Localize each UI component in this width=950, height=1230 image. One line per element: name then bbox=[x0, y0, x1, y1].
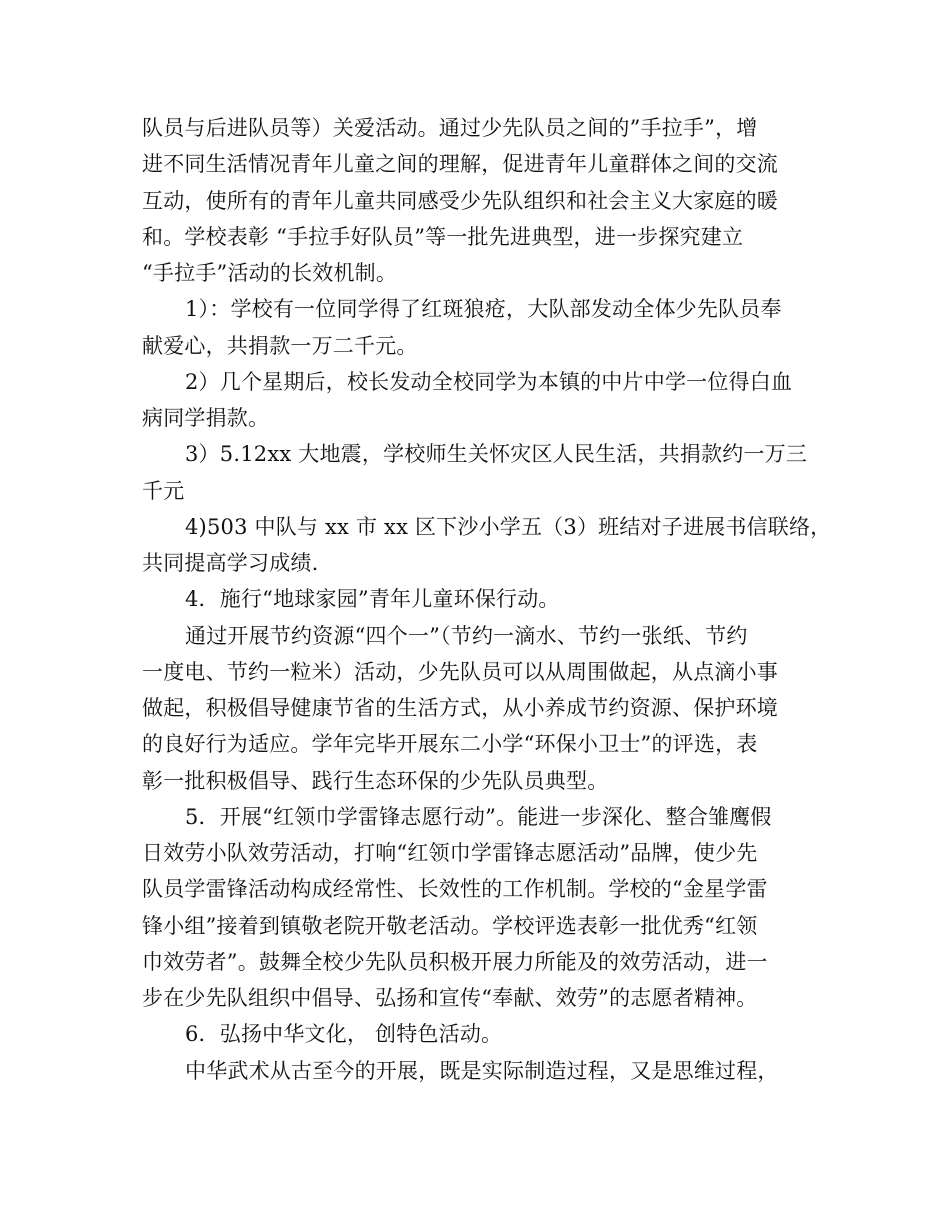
text-line: 进不同生活情况青年儿童之间的理解，促进青年儿童群体之间的交流 bbox=[142, 152, 778, 176]
text-line: 巾效劳者”。鼓舞全校少先队员积极开展力所能及的效劳活动，进一 bbox=[142, 950, 768, 974]
text-line: 共同提高学习成绩. bbox=[142, 551, 319, 575]
text-line: 病同学捐款。 bbox=[142, 406, 270, 430]
text-line: 一度电、节约一粒米）活动，少先队员可以从周围做起，从点滴小事 bbox=[142, 660, 778, 684]
section-heading: 5．开展“红领巾学雷锋志愿行动”。能进一步深化、整合雏鹰假 bbox=[185, 805, 772, 829]
section-heading: 4．施行“地球家园”青年儿童环保行动。 bbox=[185, 587, 560, 611]
text-line: 献爱心，共捐款一万二千元。 bbox=[142, 334, 418, 358]
text-line: 千元 bbox=[142, 479, 185, 503]
text-line: 队员与后进队员等）关爱活动。通过少先队员之间的”手拉手”，增 bbox=[142, 116, 758, 140]
section-heading: 6．弘扬中华文化， 创特色活动。 bbox=[185, 1022, 503, 1046]
text-line: 日效劳小队效劳活动，打响“红领巾学雷锋志愿活动”品牌，使少先 bbox=[142, 841, 758, 865]
text-line: 锋小组”接着到镇敬老院开敬老活动。学校评选表彰一批优秀“红领 bbox=[142, 914, 758, 938]
text-line: 3）5.12xx 大地震，学校师生关怀灾区人民生活，共捐款约一万三 bbox=[185, 442, 808, 466]
text-line: 互动，使所有的青年儿童共同感受少先队组织和社会主义大家庭的暖 bbox=[142, 189, 778, 213]
text-line: 1）：学校有一位同学得了红斑狼疮，大队部发动全体少先队员奉 bbox=[185, 297, 782, 321]
text-line: 和。学校表彰 “手拉手好队员”等一批先进典型，进一步探究建立 bbox=[142, 225, 744, 249]
text-line: 通过开展节约资源“四个一”（节约一滴水、节约一张纸、节约 bbox=[185, 624, 748, 648]
text-line: 2）几个星期后，校长发动全校同学为本镇的中片中学一位得白血 bbox=[185, 370, 793, 394]
text-line: 做起，积极倡导健康节省的生活方式，从小养成节约资源、保护环境 bbox=[142, 696, 778, 720]
text-line: “手拉手”活动的长效机制。 bbox=[142, 261, 398, 285]
text-line: 队员学雷锋活动构成经常性、长效性的工作机制。学校的“金星学雷 bbox=[142, 877, 768, 901]
text-line: 4)503 中队与 xx 市 xx 区下沙小学五（3）班结对子进展书信联络， bbox=[185, 515, 832, 539]
text-line: 彰一批积极倡导、践行生态环保的少先队员典型。 bbox=[142, 769, 609, 793]
text-line: 步在少先队组织中倡导、弘扬和宣传“奉献、效劳”的志愿者精神。 bbox=[142, 986, 758, 1010]
text-line: 的良好行为适应。学年完毕开展东二小学“环保小卫士”的评选，表 bbox=[142, 732, 758, 756]
text-line: 中华武术从古至今的开展，既是实际制造过程，又是思维过程， bbox=[185, 1059, 779, 1083]
